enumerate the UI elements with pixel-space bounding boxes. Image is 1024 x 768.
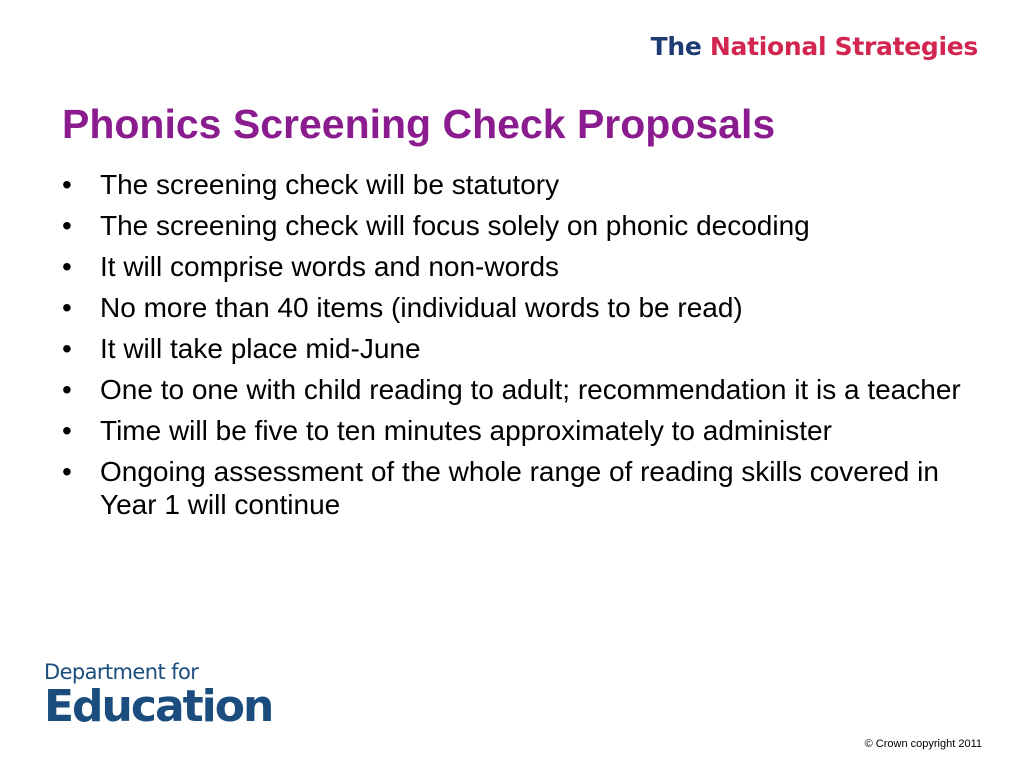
bullet-list	[58, 168, 978, 529]
bullet-item	[58, 373, 978, 406]
bullet-item	[58, 168, 978, 201]
bullet-item	[58, 250, 978, 283]
bullet-icon: •	[62, 456, 72, 487]
bullet-icon: •	[62, 210, 72, 241]
bullet-text: Time will be five to ten minutes approximately to administer	[100, 415, 832, 446]
bullet-icon: •	[62, 374, 72, 405]
bullet-icon: •	[62, 333, 72, 364]
copyright-notice: © Crown copyright 2011	[864, 738, 982, 750]
bullet-icon: •	[62, 251, 72, 282]
bullet-text: The screening check will focus solely on phonic decoding	[100, 210, 810, 241]
slide-title: Phonics Screening Check Proposals	[62, 101, 776, 147]
bullet-item	[58, 455, 978, 521]
bullet-icon: •	[62, 292, 72, 323]
bullet-icon: •	[62, 169, 72, 200]
brand-name: National Strategies	[709, 32, 978, 61]
brand-the: The	[650, 32, 702, 61]
bullet-item	[58, 209, 978, 242]
bullet-item	[58, 414, 978, 447]
national-strategies-logo	[651, 32, 978, 61]
bullet-text: No more than 40 items (individual words to be read)	[100, 292, 743, 323]
bullet-item	[58, 291, 978, 324]
dfe-line2: Education	[44, 681, 273, 732]
bullet-text: The screening check will be statutory	[100, 169, 560, 200]
bullet-text: It will take place mid-June	[100, 333, 421, 364]
department-for-education-logo	[44, 660, 273, 732]
bullet-icon: •	[62, 415, 72, 446]
bullet-text: Ongoing assessment of the whole range of reading skills covered in Year 1 will continue	[100, 456, 939, 520]
bullet-text: One to one with child reading to adult; recommendation it is a teacher	[100, 374, 961, 405]
bullet-item	[58, 332, 978, 365]
bullet-text: It will comprise words and non-words	[100, 251, 560, 282]
dfe-line1: Department for	[44, 660, 199, 684]
